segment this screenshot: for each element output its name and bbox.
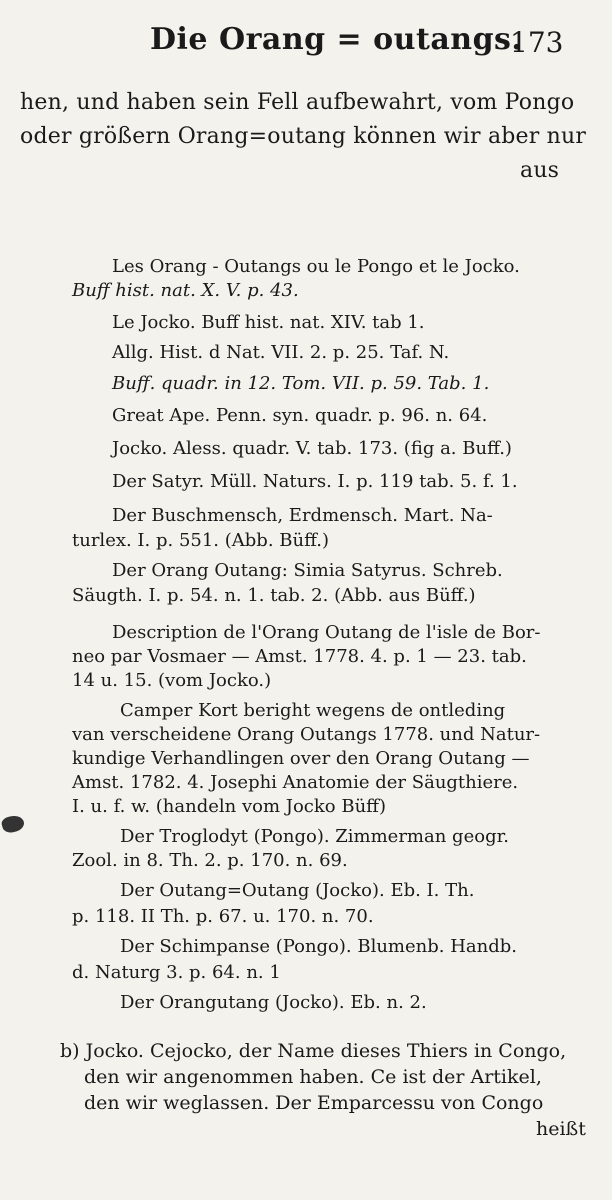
reference-line: Der Outang=Outang (Jocko). Eb. I. Th. (120, 880, 475, 901)
reference-line: Der Satyr. Müll. Naturs. I. p. 119 tab. 5. f. 1. (112, 471, 518, 492)
reference-line: neo par Vosmaer — Amst. 1778. 4. p. 1 — 23. tab. (72, 646, 527, 667)
reference-line: Der Troglodyt (Pongo). Zimmerman geogr. (120, 826, 509, 847)
reference-line: Säugth. I. p. 54. n. 1. tab. 2. (Abb. aus Büff.) (72, 585, 476, 606)
reference-line: Camper Kort beright wegens de ontleding (120, 700, 506, 721)
reference-line: turlex. I. p. 551. (Abb. Büff.) (72, 530, 329, 551)
reference-line: Buff hist. nat. X. V. p. 43. (72, 280, 299, 301)
reference-line: Description de l'Orang Outang de l'isle de Bor- (112, 622, 541, 643)
reference-line: kundige Verhandlingen over den Orang Outang — (72, 748, 530, 769)
page-number: 173 (510, 26, 564, 59)
reference-line: Amst. 1782. 4. Josephi Anatomie der Säugthiere. (72, 772, 519, 793)
page-title: Die Orang = outangs. (150, 22, 523, 57)
reference-line: Der Orang Outang: Simia Satyrus. Schreb. (112, 560, 503, 581)
ink-blot-mark (0, 813, 25, 834)
reference-line: Der Orangutang (Jocko). Eb. n. 2. (120, 992, 427, 1013)
body-text-line: oder größern Orang=outang können wir aber nur (20, 124, 587, 149)
footnote-line: b) Jocko. Cejocko, der Name dieses Thiers in Congo, (60, 1040, 567, 1062)
reference-line: Der Buschmensch, Erdmensch. Mart. Na- (112, 505, 493, 526)
reference-line: Jocko. Aless. quadr. V. tab. 173. (fig a. Buff.) (112, 438, 512, 459)
footnote-line: den wir weglassen. Der Emparcessu von Congo (84, 1092, 544, 1114)
footnote-line: den wir angenommen haben. Ce ist der Artikel, (84, 1066, 542, 1088)
reference-line: Zool. in 8. Th. 2. p. 170. n. 69. (72, 850, 348, 871)
reference-line: p. 118. II Th. p. 67. u. 170. n. 70. (72, 906, 374, 927)
reference-line: van verscheidene Orang Outangs 1778. und Natur- (72, 724, 541, 745)
footnote-line: heißt (536, 1118, 586, 1140)
reference-line: Buff. quadr. in 12. Tom. VII. p. 59. Tab. 1. (112, 373, 490, 394)
reference-line: Le Jocko. Buff hist. nat. XIV. tab 1. (112, 312, 425, 333)
reference-line: 14 u. 15. (vom Jocko.) (72, 670, 272, 691)
reference-line: Der Schimpanse (Pongo). Blumenb. Handb. (120, 936, 518, 957)
reference-line: Les Orang - Outangs ou le Pongo et le Jocko. (112, 256, 520, 277)
reference-line: I. u. f. w. (handeln vom Jocko Büff) (72, 796, 386, 817)
reference-line: Great Ape. Penn. syn. quadr. p. 96. n. 64. (112, 405, 488, 426)
reference-line: Allg. Hist. d Nat. VII. 2. p. 25. Taf. N. (112, 342, 450, 363)
reference-line: d. Naturg 3. p. 64. n. 1 (72, 962, 281, 983)
body-text-line: hen, und haben sein Fell aufbewahrt, vom Pongo (20, 90, 575, 115)
body-text-line: aus (520, 158, 560, 183)
